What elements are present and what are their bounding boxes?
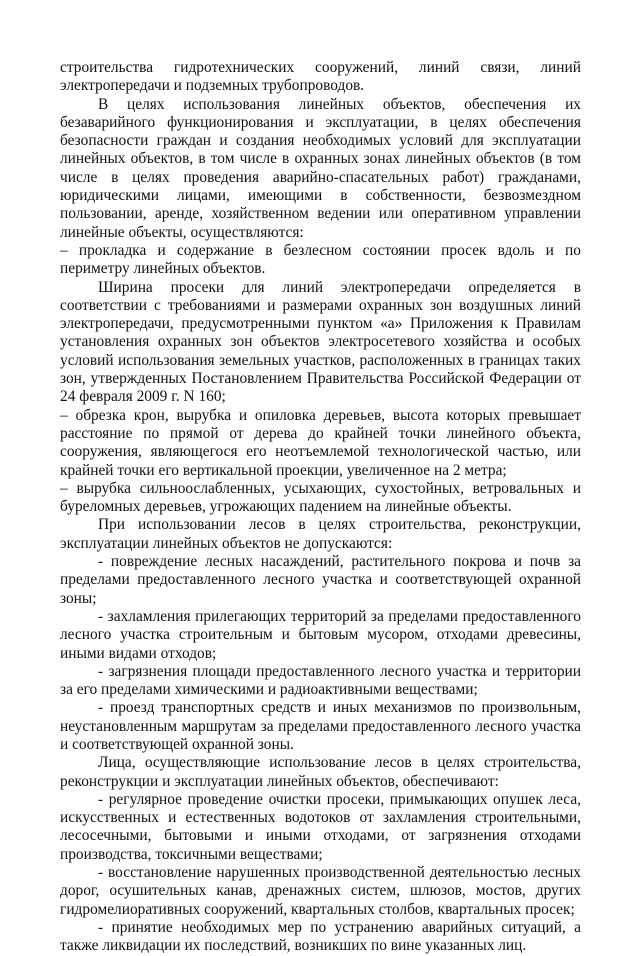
paragraph: строительства гидротехнических сооружений, линий связи, линий электропередачи и подземных трубопроводов. xyxy=(60,59,581,95)
list-item: - регулярное проведение очистки просеки, примыкающих опушек леса, искусственных и естественных водотоков от захламления строительными, лесосечными, бытовыми и иными отходами, от загрязнения отходами производства, токсичными веществами; xyxy=(60,790,581,863)
list-item: – прокладка и содержание в безлесном состоянии просек вдоль и по периметру линейных объектов. xyxy=(60,241,581,278)
list-item: - проезд транспортных средств и иных механизмов по произвольным, неустановленным маршрутам за пределами предоставленного лесного участка и соответствующей охранной зоны. xyxy=(60,699,581,753)
paragraph: При использовании лесов в целях строительства, реконструкции, эксплуатации линейных объектов не допускаются: xyxy=(60,516,581,552)
list-item: - восстановление нарушенных производственной деятельностью лесных дорог, осушительных канав, дренажных систем, шлюзов, мостов, других гидромелиоративных сооружений, квартальных столбов, квартальных просек; xyxy=(60,864,581,918)
paragraph: Ширина просеки для линий электропередачи определяется в соответствии с требованиями и размерами охранных зон воздушных линий электропередачи, предусмотренными пунктом «а» Приложения к Правилам установления охранных зон объектов электросетевого хозяйства и особых условий использования земельных участков, расположенных в границах таких зон, утвержденных Постановлением Правительства Российской Федерации от 24 февраля 2009 г. N 160; xyxy=(60,278,581,406)
list-item: - загрязнения площади предоставленного лесного участка и территории за его пределами химическими и радиоактивными веществами; xyxy=(60,662,581,699)
paragraph: Лица, осуществляющие использование лесов в целях строительства, реконструкции и эксплуатации линейных объектов, обеспечивают: xyxy=(60,754,581,790)
list-item: - принятие необходимых мер по устранению аварийных ситуаций, а также ликвидации их последствий, возникших по вине указанных лиц. xyxy=(60,918,581,955)
paragraph: В целях использования линейных объектов, обеспечения их безаварийного функционирования и эксплуатации, в целях обеспечения безопасности граждан и создания необходимых условий для эксплуатации линейных объектов, в том числе в охранных зонах линейных объектов (в том числе в целях проведения аварийно-спасательных работ) гражданами, юридическими лицами, имеющими в собственности, безвозмездном пользовании, аренде, хозяйственном ведении или оперативном управлении линейные объекты, осуществляются: xyxy=(60,95,581,241)
list-item: - захламления прилегающих территорий за пределами предоставленного лесного участка строительным и бытовым мусором, отходами древесины, иными видами отходов; xyxy=(60,607,581,662)
list-item: – вырубка сильноослабленных, усыхающих, сухостойных, ветровальных и буреломных деревьев, угрожающих падением на линейные объекты. xyxy=(60,479,581,516)
list-item: - повреждение лесных насаждений, растительного покрова и почв за пределами предоставленного лесного участка и соответствующей охранной зоны; xyxy=(60,553,581,607)
document-page xyxy=(60,59,581,956)
list-item: – обрезка крон, вырубка и опиловка деревьев, высота которых превышает расстояние по прямой от дерева до крайней точки линейного объекта, сооружения, являющегося его неотъемлемой технологической частью, или крайней точки его вертикальной проекции, увеличенное на 2 метра; xyxy=(60,406,581,479)
